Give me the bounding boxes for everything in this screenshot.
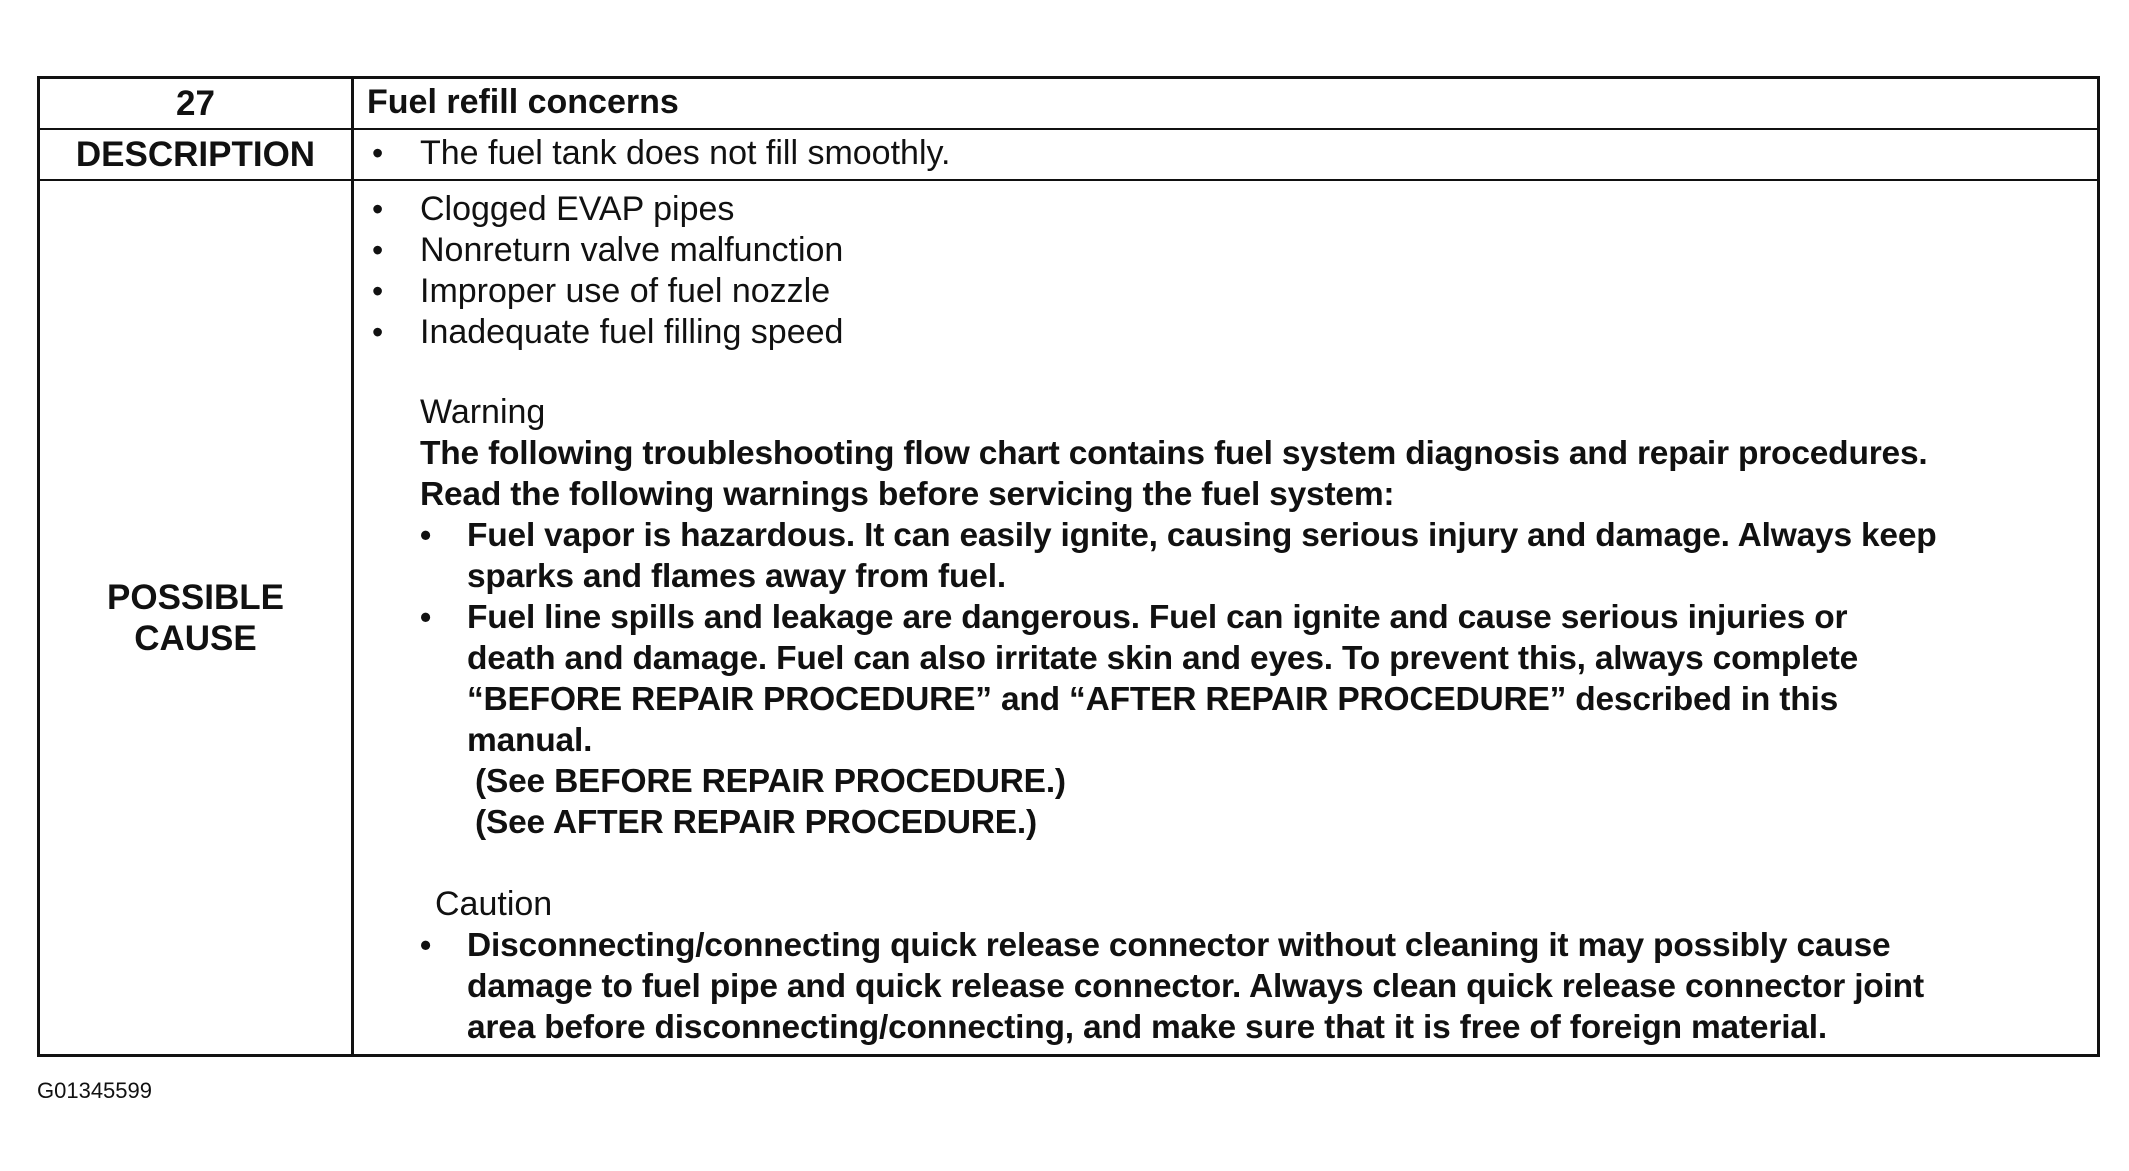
warning-bullet-1: • Fuel vapor is hazardous. It can easily ignite, causing serious injury and damage. Always keep sparks and flames away from fuel. [420, 515, 1937, 597]
description-label: DESCRIPTION [75, 135, 316, 174]
bullet-icon [372, 133, 420, 174]
warning-intro-line-2: Read the following warnings before servicing the fuel system: [420, 476, 1395, 513]
list-item: • Nonreturn valve malfunction [372, 230, 843, 271]
warning-heading: Warning [420, 393, 546, 431]
cause-list [372, 189, 843, 353]
bullet-icon [420, 515, 467, 597]
troubleshooting-table [37, 76, 2100, 1057]
bullet-icon [372, 189, 420, 230]
caution-block [420, 925, 1924, 1048]
see-after-reference: (See AFTER REPAIR PROCEDURE.) [475, 804, 1037, 841]
warning-block [420, 433, 1937, 843]
table-row-title [40, 79, 2097, 130]
description-text: The fuel tank does not fill smoothly. [420, 134, 951, 172]
bullet-icon [420, 597, 467, 761]
row-title: Fuel refill concerns [367, 83, 679, 121]
bullet-icon [372, 230, 420, 271]
description-item [372, 133, 950, 174]
caution-heading: Caution [435, 885, 553, 923]
bullet-icon [372, 271, 420, 312]
table-row-description [40, 130, 2097, 181]
warning-bullet-2: • Fuel line spills and leakage are dangerous. Fuel can ignite and cause serious injuries or death and damage. Fuel can also irritate skin and eyes. To prevent this, always complete “BEFORE REPAIR PROCEDURE” and “AFTER REPAIR PROCEDURE” described in this manual. [420, 597, 1937, 761]
warning-intro-line-1: The following troubleshooting flow chart contains fuel system diagnosis and repair procedures. [420, 435, 1928, 472]
bullet-icon [420, 925, 467, 1048]
caution-bullet: • Disconnecting/connecting quick release connector without cleaning it may possibly cause damage to fuel pipe and quick release connector. Always clean quick release connector joint area before disconnecting/connecting, and make sure that it is free of foreign material. [420, 925, 1924, 1048]
see-before-reference: (See BEFORE REPAIR PROCEDURE.) [475, 763, 1066, 800]
row-number: 27 [176, 84, 215, 123]
possible-cause-label: POSSIBLE CAUSE [107, 577, 284, 658]
list-item: • Inadequate fuel filling speed [372, 312, 843, 353]
list-item: • Improper use of fuel nozzle [372, 271, 843, 312]
table-row-possible-cause [40, 181, 2097, 1054]
figure-id: G01345599 [37, 1078, 152, 1103]
bullet-icon [372, 312, 420, 353]
list-item: • Clogged EVAP pipes [372, 189, 843, 230]
